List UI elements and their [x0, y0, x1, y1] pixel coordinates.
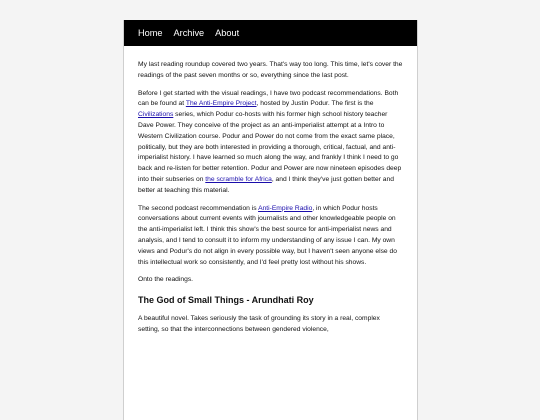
anti-empire-project-link[interactable]: The Anti-Empire Project — [185, 100, 257, 108]
post-content — [124, 46, 417, 336]
podcast-paragraph-1 — [138, 89, 403, 197]
top-nav — [124, 20, 417, 46]
page-container — [123, 20, 418, 420]
podcast-text-2b: , in which Podur hosts conversations about current events with journalists and other knowledgeable people on the anti-imperialist left. I think this show's the best source for anti-imperialist news and analysis, and I tend to consult it to inform my understanding of any issue I can. My own views and Podur's do not align in every possible way, but I haven't seen anyone else do this intellectual work so consistently, and I'd feel pretty lost without his shows. — [138, 204, 397, 266]
civilizations-link[interactable]: Civilizations — [138, 111, 174, 119]
book-heading: The God of Small Things - Arundhati Roy — [138, 295, 314, 306]
podcast-text-1c: series, which Podur co-hosts with his former high school history teacher Dave Power. They conceive of the project as an anti-imperialist attempt at a Intro to Western Civilization course. Podur and Power do not come from the exact same place, politically, but they are both interested in providing a thorough, critical, factual, and anti-imperialist history. I have learned so much along the way, and frankly I think I need to go back and re-listen for better retention. Podur and Power are now nineteen episodes deep into their subseries on — [138, 111, 402, 183]
intro-paragraph: My last reading roundup covered two years. That's way too long. This time, let's cover the readings of the past seven months or so, everything since the last post. — [138, 61, 403, 79]
podcast-text-2a: The second podcast recommendation is — [138, 204, 259, 212]
nav-archive-link[interactable]: Archive — [173, 28, 205, 38]
scramble-for-africa-link[interactable]: the scramble for Africa — [205, 175, 272, 183]
podcast-text-1a: Before I get started with the visual readings, I have two podcast recommendations. Both can be found at — [138, 89, 399, 108]
anti-empire-radio-link[interactable]: Anti-Empire Radio — [258, 204, 313, 212]
podcast-text-1d: , and I think they've just gotten better and better at teaching this material. — [138, 175, 394, 194]
podcast-paragraph-2 — [138, 204, 403, 269]
podcast-text-1b: , hosted by Justin Podur. The first is the — [256, 100, 374, 108]
book-review-paragraph: A beautiful novel. Takes seriously the task of grounding its story in a real, complex setting, so that the interconnections between gendered violence, — [138, 315, 380, 333]
nav-about-link[interactable]: About — [215, 28, 240, 38]
nav-home-link[interactable]: Home — [138, 28, 163, 38]
transition-paragraph: Onto the readings. — [138, 276, 194, 284]
